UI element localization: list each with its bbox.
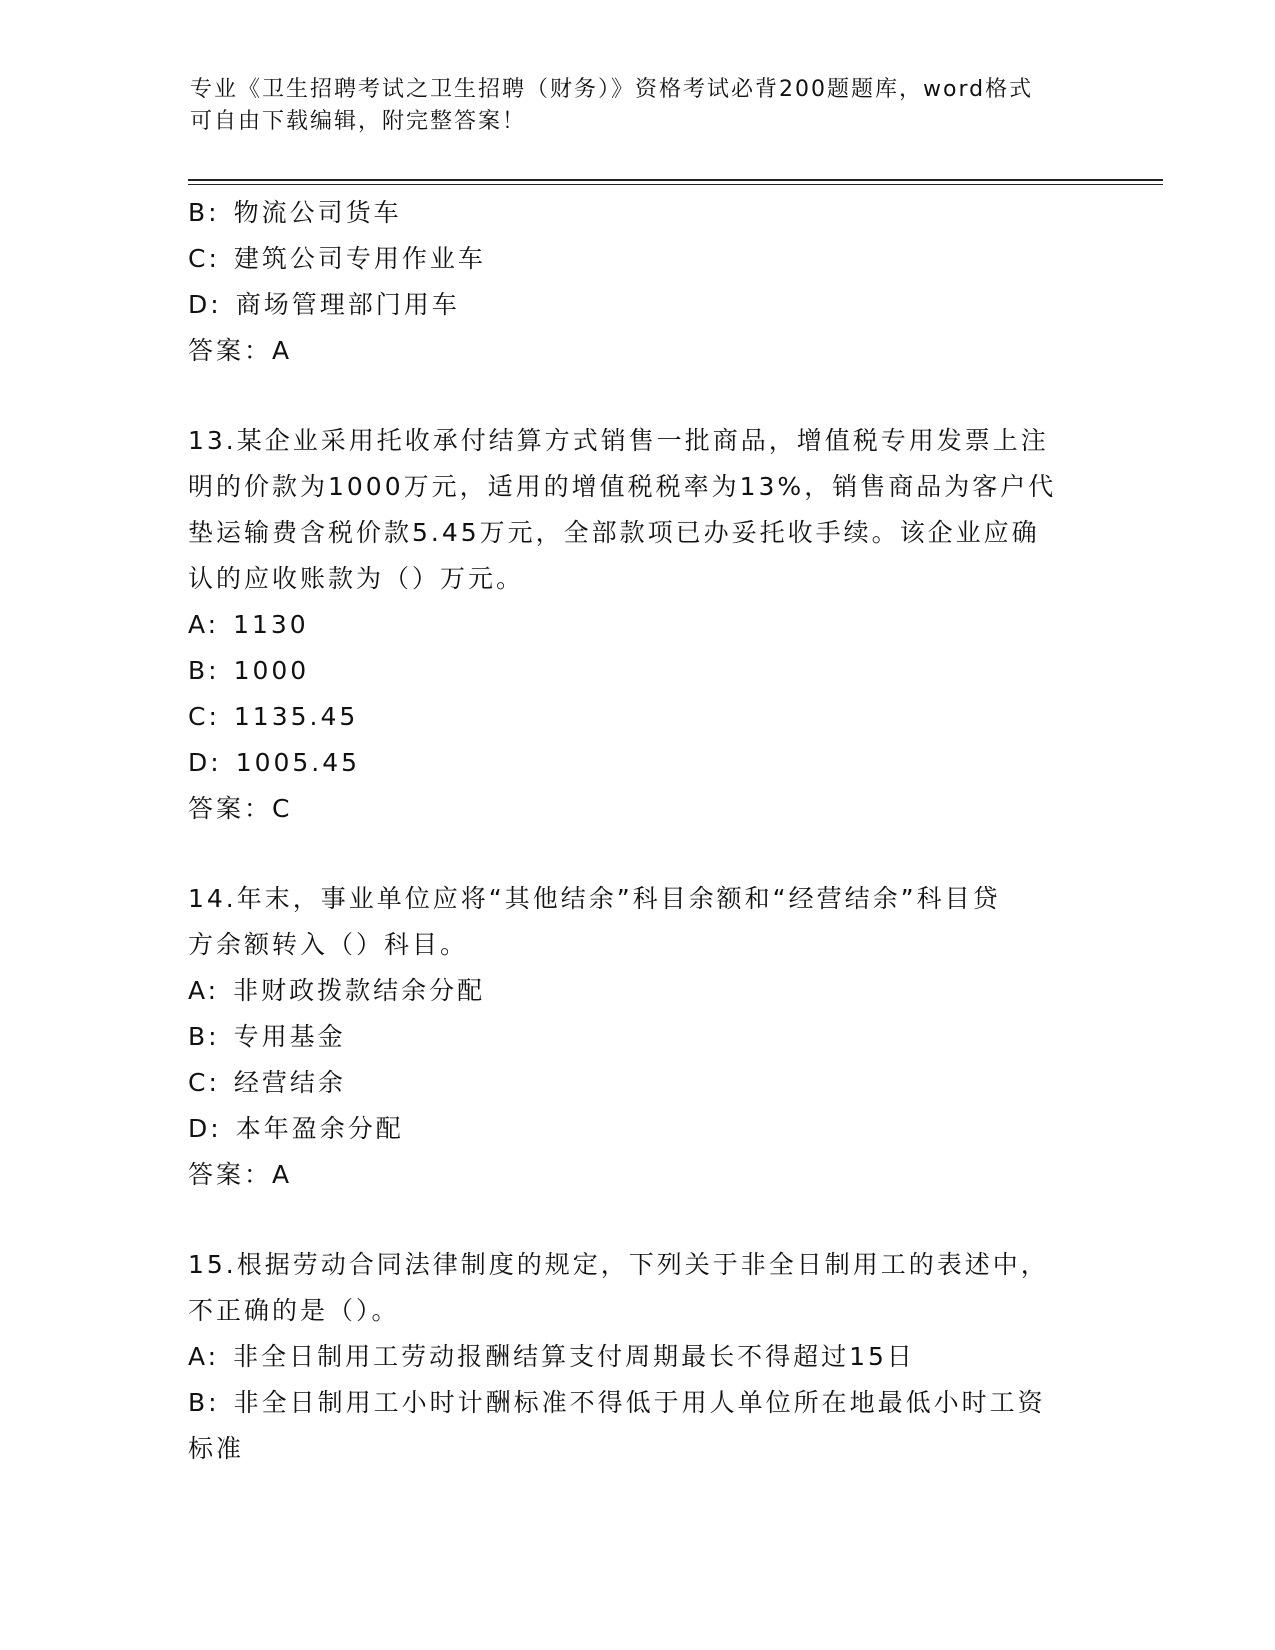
option-label: C: bbox=[188, 244, 220, 273]
option-label: A: bbox=[188, 610, 220, 639]
question-15 bbox=[188, 1242, 1088, 1472]
option-label: D: bbox=[188, 290, 222, 319]
question-text-line: 垫运输费含税价款5.45万元，全部款项已办妥托收手续。该企业应确 bbox=[188, 518, 1040, 547]
option-text: 本年盈余分配 bbox=[235, 1114, 404, 1143]
option-label: A: bbox=[188, 976, 220, 1005]
option-b bbox=[188, 1014, 1088, 1060]
question-text-line: 13.某企业采用托收承付结算方式销售一批商品，增值税专用发票上注 bbox=[188, 426, 1049, 455]
option-label: D: bbox=[188, 1114, 222, 1143]
document-header bbox=[190, 74, 1090, 138]
option-text: 非财政拨款结余分配 bbox=[233, 976, 486, 1005]
answer: 答案：A bbox=[188, 1160, 293, 1189]
option-d bbox=[188, 1106, 1088, 1152]
option-b bbox=[188, 648, 1088, 694]
header-line-2: 可自由下载编辑，附完整答案！ bbox=[190, 109, 527, 134]
option-text: 专用基金 bbox=[233, 1022, 346, 1051]
option-label: B: bbox=[188, 1388, 220, 1417]
header-divider-thick bbox=[188, 179, 1163, 181]
option-text: 经营结余 bbox=[233, 1068, 346, 1097]
option-text: 1130 bbox=[233, 610, 309, 639]
option-text: 建筑公司专用作业车 bbox=[233, 244, 486, 273]
spacer bbox=[188, 1198, 1088, 1242]
question-list bbox=[188, 190, 1088, 1472]
option-a bbox=[188, 968, 1088, 1014]
option-label: C: bbox=[188, 702, 220, 731]
option-c bbox=[188, 1060, 1088, 1106]
option-a bbox=[188, 1334, 1088, 1380]
answer: 答案：C bbox=[188, 794, 293, 823]
option-text: 商场管理部门用车 bbox=[235, 290, 460, 319]
option-c bbox=[188, 694, 1088, 740]
question-14 bbox=[188, 876, 1088, 1198]
question-12-tail bbox=[188, 190, 1088, 374]
question-text-line: 明的价款为1000万元，适用的增值税税率为13%，销售商品为客户代 bbox=[188, 472, 1057, 501]
option-text: 非全日制用工小时计酬标准不得低于用人单位所在地最低小时工资 bbox=[233, 1388, 1046, 1417]
option-text: 1135.45 bbox=[233, 702, 359, 731]
option-b bbox=[188, 1380, 1088, 1426]
question-text-line: 方余额转入（）科目。 bbox=[188, 930, 469, 959]
spacer bbox=[188, 374, 1088, 418]
question-text-line: 认的应收账款为（）万元。 bbox=[188, 564, 525, 593]
spacer bbox=[188, 832, 1088, 876]
option-d bbox=[188, 740, 1088, 786]
option-label: B: bbox=[188, 1022, 220, 1051]
header-line-1: 专业《卫生招聘考试之卫生招聘（财务）》资格考试必背200题题库，word格式 bbox=[190, 77, 1034, 102]
question-text-line: 不正确的是（）。 bbox=[188, 1296, 400, 1325]
question-text-line: 15.根据劳动合同法律制度的规定，下列关于非全日制用工的表述中， bbox=[188, 1250, 1049, 1279]
question-text-line: 14.年末，事业单位应将“其他结余”科目余额和“经营结余”科目贷 bbox=[188, 884, 1001, 913]
option-d bbox=[188, 282, 1088, 328]
option-b-continuation: 标准 bbox=[188, 1434, 245, 1463]
option-b bbox=[188, 190, 1088, 236]
option-label: A: bbox=[188, 1342, 220, 1371]
option-label: B: bbox=[188, 198, 220, 227]
header-divider-thin bbox=[188, 184, 1163, 185]
option-text: 物流公司货车 bbox=[233, 198, 402, 227]
option-label: B: bbox=[188, 656, 220, 685]
option-a bbox=[188, 602, 1088, 648]
option-c bbox=[188, 236, 1088, 282]
option-label: D: bbox=[188, 748, 222, 777]
option-text: 非全日制用工劳动报酬结算支付周期最长不得超过15日 bbox=[233, 1342, 915, 1371]
option-label: C: bbox=[188, 1068, 220, 1097]
option-text: 1000 bbox=[233, 656, 310, 685]
question-13 bbox=[188, 418, 1088, 832]
option-text: 1005.45 bbox=[235, 748, 361, 777]
answer: 答案：A bbox=[188, 336, 293, 365]
